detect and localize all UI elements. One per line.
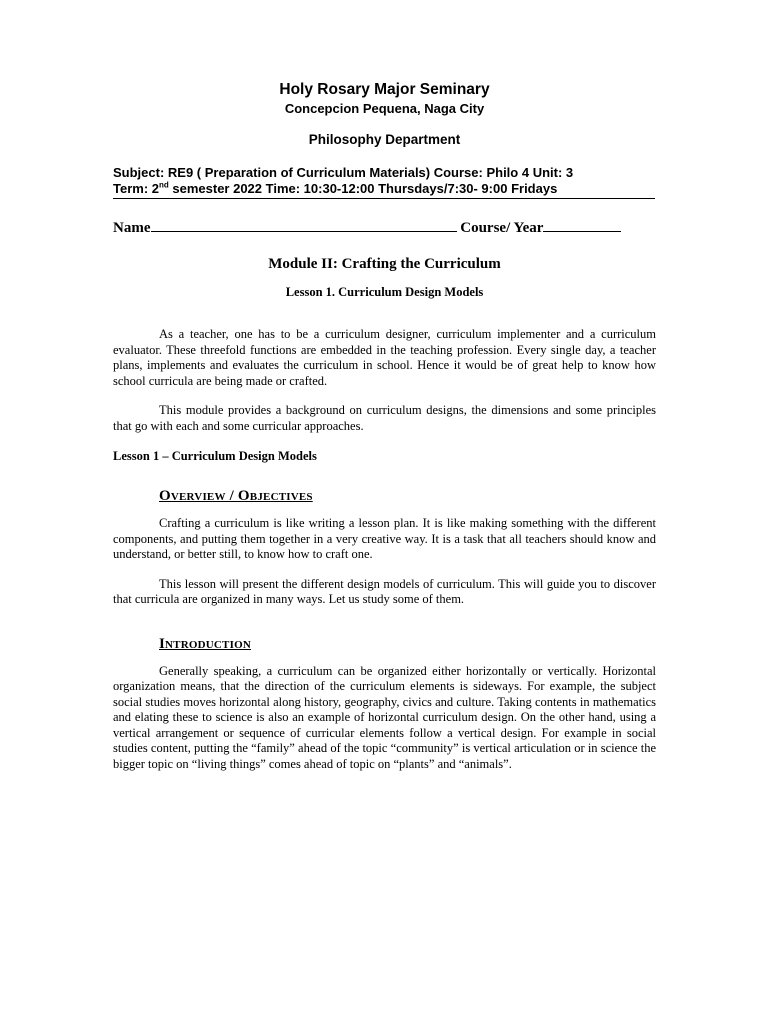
introduction-heading: Introduction	[159, 635, 251, 652]
school-name: Holy Rosary Major Seminary	[279, 81, 490, 98]
term-prefix: Term: 2	[113, 181, 159, 196]
lesson-heading: Lesson 1 – Curriculum Design Models	[113, 449, 317, 463]
introduction-paragraph: Generally speaking, a curriculum can be organized either horizontally or vertically. Horizontal organization means, that the direction of the curriculum elements is sideways. For example, the subject social studies moves horizontal along history, geography, civics and culture. Taking contents in mathematics and elating these to science is also an example of horizontal curriculum design. On the other hand, using a vertical arrangement or sequence of curricular elements follow a vertical design. For example in social studies content, putting the “family” ahead of the topic “community” is vertical articulation or in science the bigger topic on “living things” comes ahead of topic on “plants” and “animals”.	[113, 663, 656, 771]
intro-paragraph-2: This module provides a background on curriculum designs, the dimensions and some principles that go with each and some curricular approaches.	[113, 403, 656, 433]
overview-paragraph-2: This lesson will present the different design models of curriculum. This will guide you to discover that curricula are organized in many ways. Let us study some of them.	[113, 576, 656, 606]
subject-info	[113, 165, 655, 199]
term-suffix: semester 2022 Time: 10:30-12:00 Thursdays/7:30- 9:00 Fridays	[168, 181, 558, 196]
course-year-blank-line[interactable]	[543, 217, 621, 232]
course-year-label: Course/ Year	[460, 220, 544, 236]
term-superscript: nd	[159, 180, 169, 190]
lesson-title: Lesson 1. Curriculum Design Models	[285, 285, 484, 299]
school-address: Concepcion Pequena, Naga City	[284, 101, 485, 116]
module-title: Module II: Crafting the Curriculum	[268, 256, 501, 272]
name-blank-line[interactable]	[151, 217, 457, 232]
department-name: Philosophy Department	[308, 132, 461, 147]
document-header	[113, 80, 656, 149]
subject-line: Subject: RE9 ( Preparation of Curriculum Materials) Course: Philo 4 Unit: 3	[113, 165, 574, 180]
overview-objectives-heading: Overview / Objectives	[159, 488, 313, 504]
intro-paragraph-1: As a teacher, one has to be a curriculum designer, curriculum implementer and a curriculum evaluator. These threefold functions are embedded in the teaching profession. Every single day, a teacher plans, implements and evaluates the curriculum in school. Hence it would be of great help to know how school curricula are being made or crafted.	[113, 327, 656, 388]
term-line	[113, 181, 655, 197]
name-course-fields	[113, 217, 656, 238]
overview-paragraph-1: Crafting a curriculum is like writing a lesson plan. It is like making something with the different components, and putting them together in a very creative way. It is a task that all teachers should know and understand, or better still, to know how to craft one.	[113, 516, 656, 561]
name-label: Name	[113, 220, 151, 236]
